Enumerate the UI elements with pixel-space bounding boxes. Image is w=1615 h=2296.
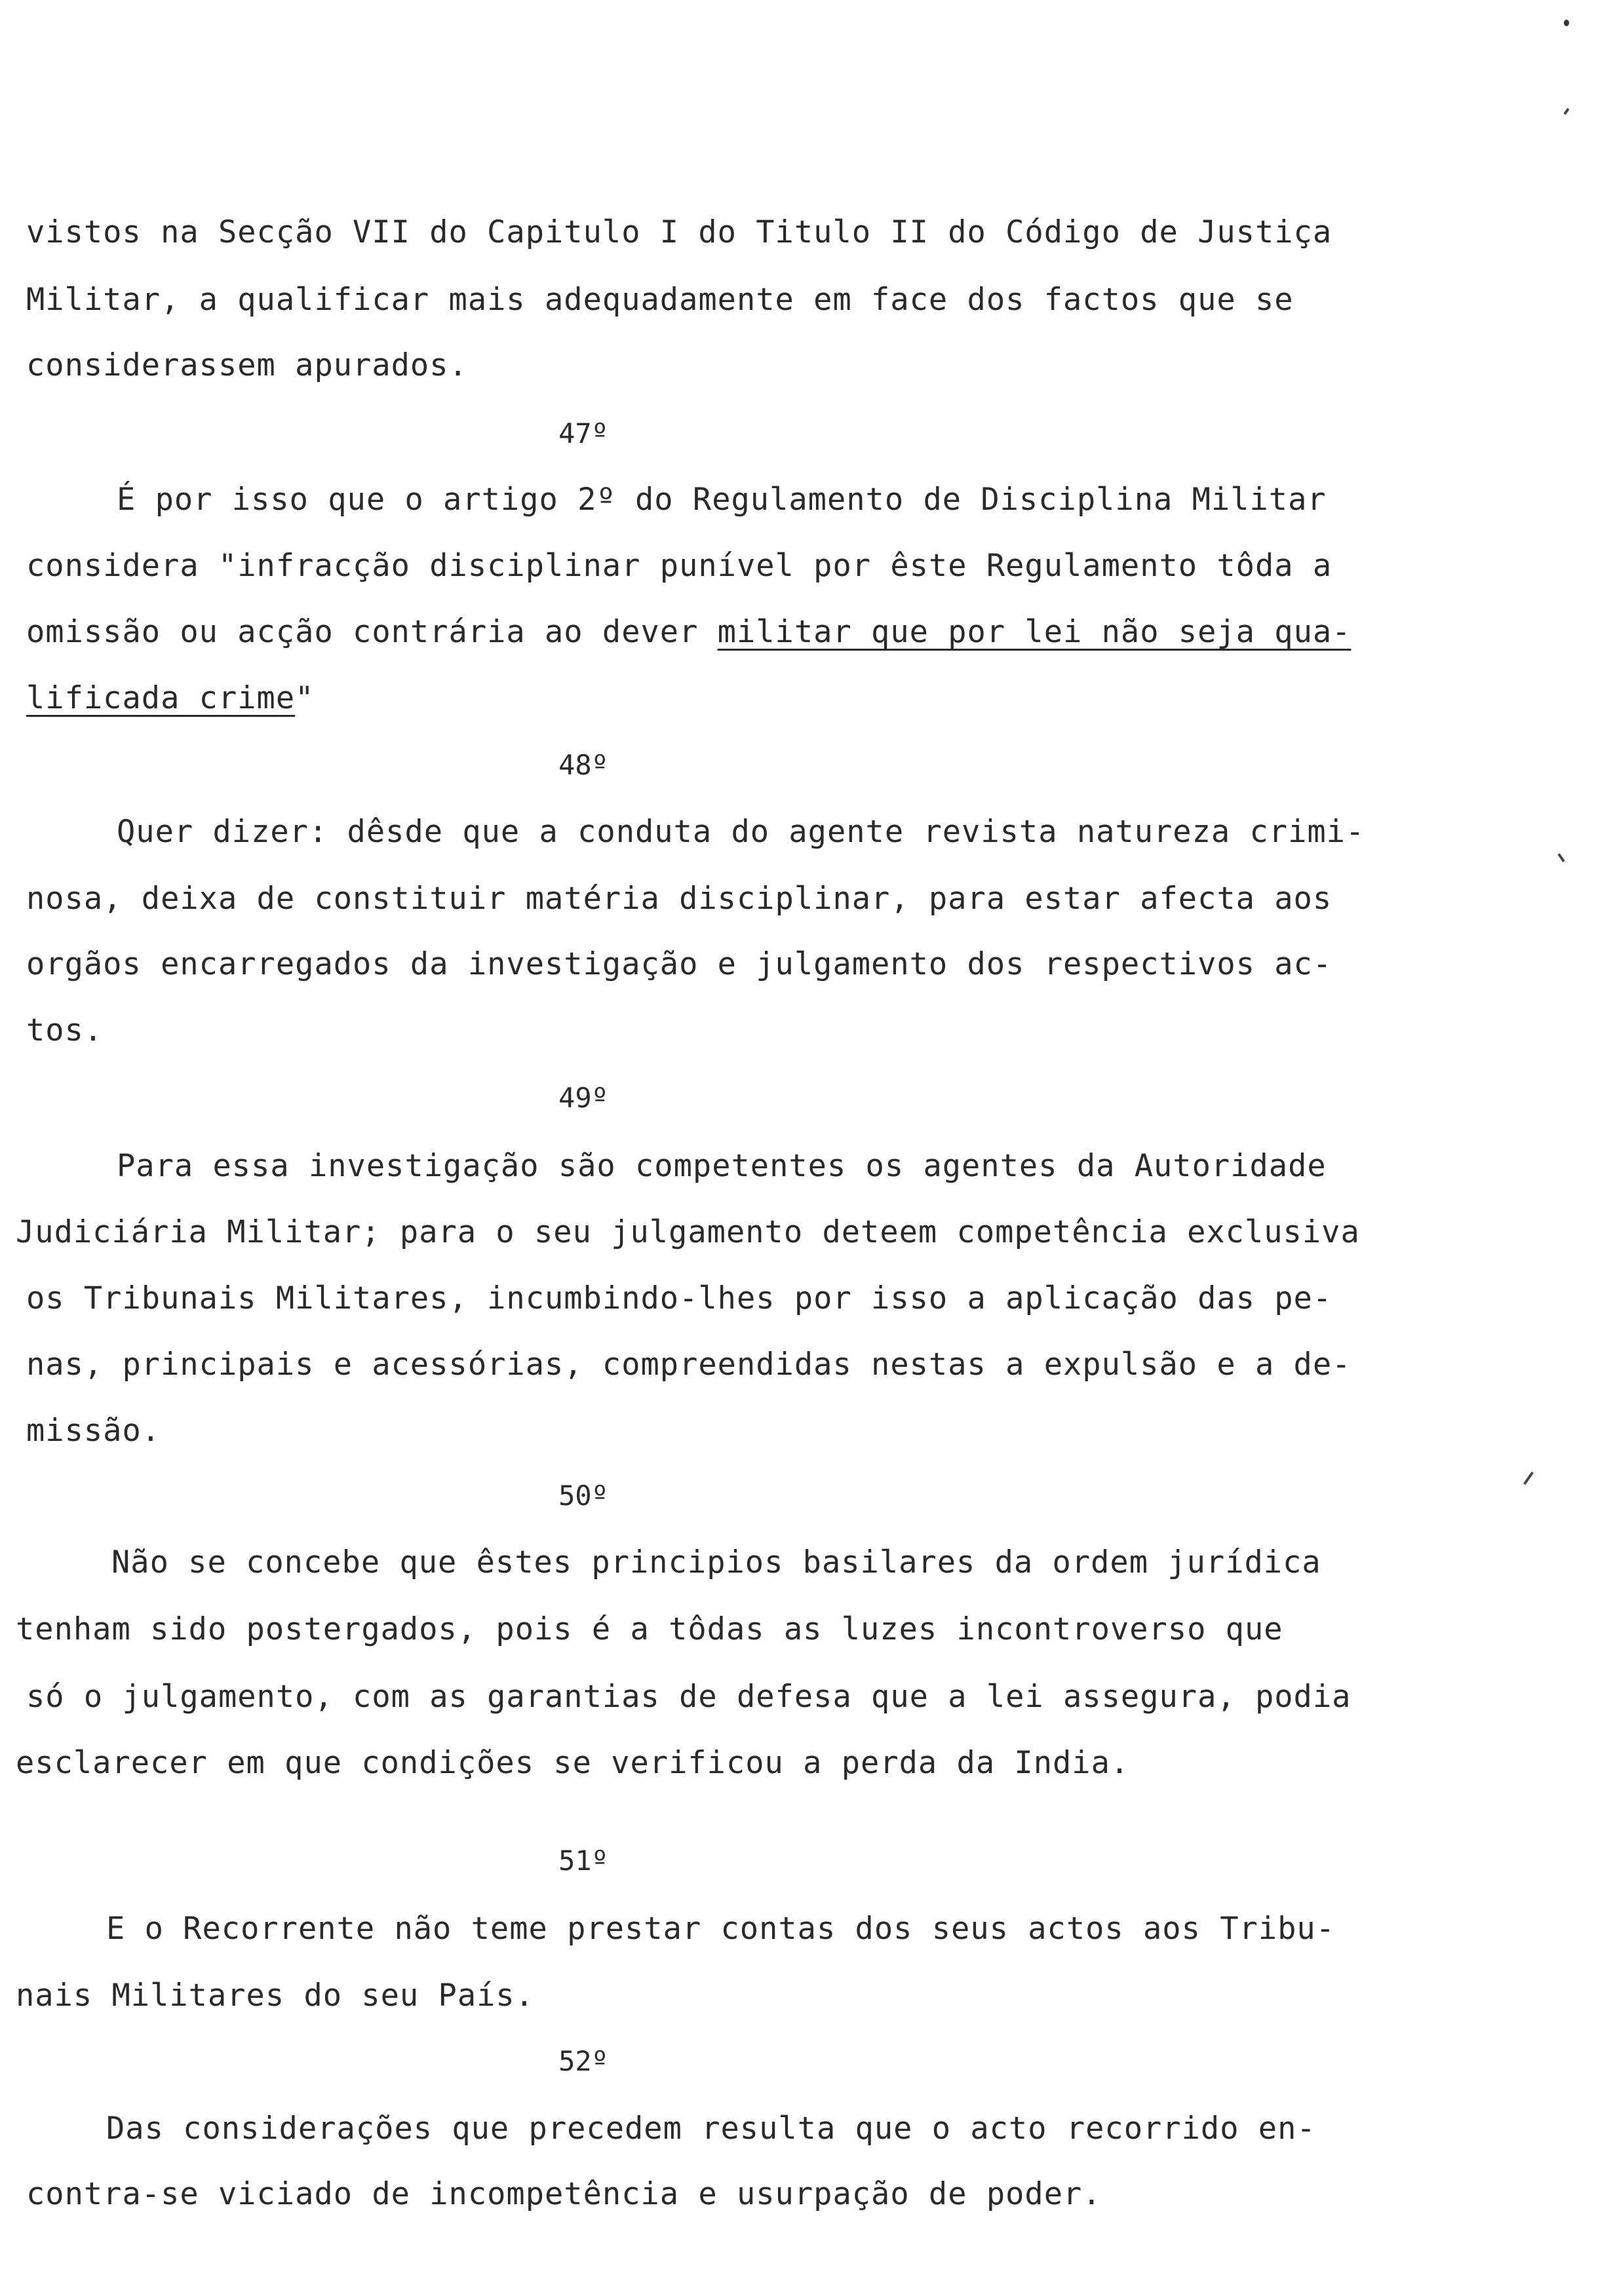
paragraph-number: 49º [558,1082,608,1114]
text-line: os Tribunais Militares, incumbindo-lhes por isso a aplicação das pe- [26,1280,1333,1316]
text-line: tenham sido postergados, pois é a tôdas as luzes incontroverso que [16,1611,1283,1647]
paragraph-number: 48º [558,749,608,781]
text-segment: omissão ou acção contrária ao dever [26,614,718,650]
underlined-text: lificada crime [26,680,296,716]
paragraph-number: 51º [558,1845,608,1877]
paragraph-number: 47º [558,417,608,450]
underlined-text: militar que por lei não seja qua- [717,614,1352,650]
text-line: Das considerações que precedem resulta que o acto recorrido en- [106,2111,1316,2147]
text-line: Para essa investigação são competentes os agentes da Autoridade [117,1148,1327,1184]
paragraph-number: 52º [558,2045,608,2077]
text-line: considera "infracção disciplinar punível por êste Regulamento tôda a [26,548,1333,584]
text-line: considerassem apurados. [26,347,468,383]
text-line: missão. [26,1413,161,1449]
text-line: esclarecer em que condições se verificou a perda da India. [16,1745,1130,1781]
text-line: contra-se viciado de incompetência e usurpação de poder. [26,2176,1102,2212]
text-line: tos. [26,1012,104,1048]
text-line: nais Militares do seu País. [16,1978,535,2014]
text-line: E o Recorrente não teme prestar contas dos seus actos aos Tribu- [106,1911,1335,1947]
text-line: orgãos encarregados da investigação e julgamento dos respectivos ac- [26,946,1333,982]
text-line: É por isso que o artigo 2º do Regulamento de Disciplina Militar [117,482,1327,518]
text-line: nosa, deixa de constituir matéria disciplinar, para estar afecta aos [26,881,1333,917]
text-line: vistos na Secção VII do Capitulo I do Titulo II do Código de Justiça [26,214,1333,250]
margin-tick [1523,1472,1534,1485]
text-line [26,613,1351,652]
margin-tick [1557,853,1565,862]
paragraph-number: 50º [558,1480,608,1512]
text-segment: " [295,680,315,716]
text-line: Não se concebe que êstes principios basilares da ordem jurídica [111,1544,1321,1580]
text-line: Quer dizer: dêsde que a conduta do agente revista natureza crimi- [117,814,1365,850]
text-line: Militar, a qualificar mais adequadamente em face dos factos que se [26,282,1294,318]
text-line [26,679,314,718]
text-line: nas, principais e acessórias, compreendidas nestas a expulsão e a de- [26,1347,1352,1383]
margin-tick [1563,108,1569,115]
margin-dot [1564,20,1569,26]
text-line: só o julgamento, com as garantias de defesa que a lei assegura, podia [26,1679,1352,1715]
text-line: Judiciária Militar; para o seu julgamento deteem competência exclusiva [16,1214,1360,1250]
